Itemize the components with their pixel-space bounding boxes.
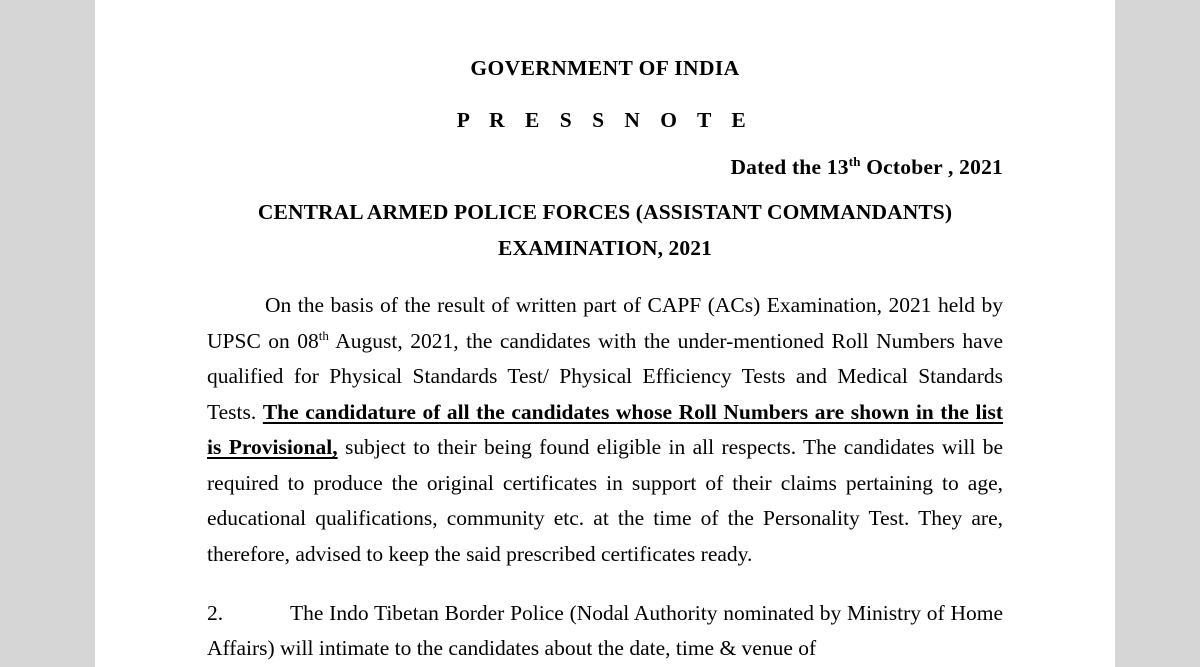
document-page [95, 0, 1115, 667]
government-of-india-heading: GOVERNMENT OF INDIA [470, 56, 740, 80]
dated-line [207, 155, 1003, 180]
dated-prefix: Dated the 13 [730, 155, 849, 179]
para1-provisional-emphasis: The candidature of all the candidates whose Roll Numbers are shown in the list is Provisional, [207, 399, 1003, 460]
exam-title [207, 194, 1003, 266]
exam-title-line-1: CENTRAL ARMED POLICE FORCES (ASSISTANT COMMANDANTS) [257, 200, 953, 224]
dated-rest: October , 2021 [860, 155, 1003, 179]
para1-seg-3: August, 2021, the candidates with the under-mentioned Roll Numbers have qualified for Physical Standards Test/ Physical Efficiency Tests and Medical Standards Tests. [207, 328, 1003, 424]
para1-ordinal-suffix: th [318, 327, 329, 343]
dated-ordinal-suffix: th [848, 153, 861, 169]
para1-seg-5: subject to their being found eligible in all respects. The candidates will be required to produce the original certificates in support of their claims pertaining to age, educational qualifications, community etc. at the time of the Personality Test. They are, therefore, advised to keep the said prescribed certificates ready. [207, 435, 1003, 566]
paragraph-2-number: 2. [207, 600, 224, 625]
exam-title-line-2: EXAMINATION, 2021 [498, 236, 712, 261]
paragraph-2 [207, 596, 1003, 667]
press-note-heading: P R E S S N O T E [456, 108, 754, 132]
paragraph-1 [207, 288, 1003, 572]
para1-seg-1: On the basis of the result of written part of CAPF (ACs) Examination, 2021 held by UPSC on 08 [207, 293, 1003, 353]
paragraph-2-text: The Indo Tibetan Border Police (Nodal Authority nominated by Ministry of Home Affairs) will intimate to the candidates about the date, time & venue of [207, 600, 1003, 661]
